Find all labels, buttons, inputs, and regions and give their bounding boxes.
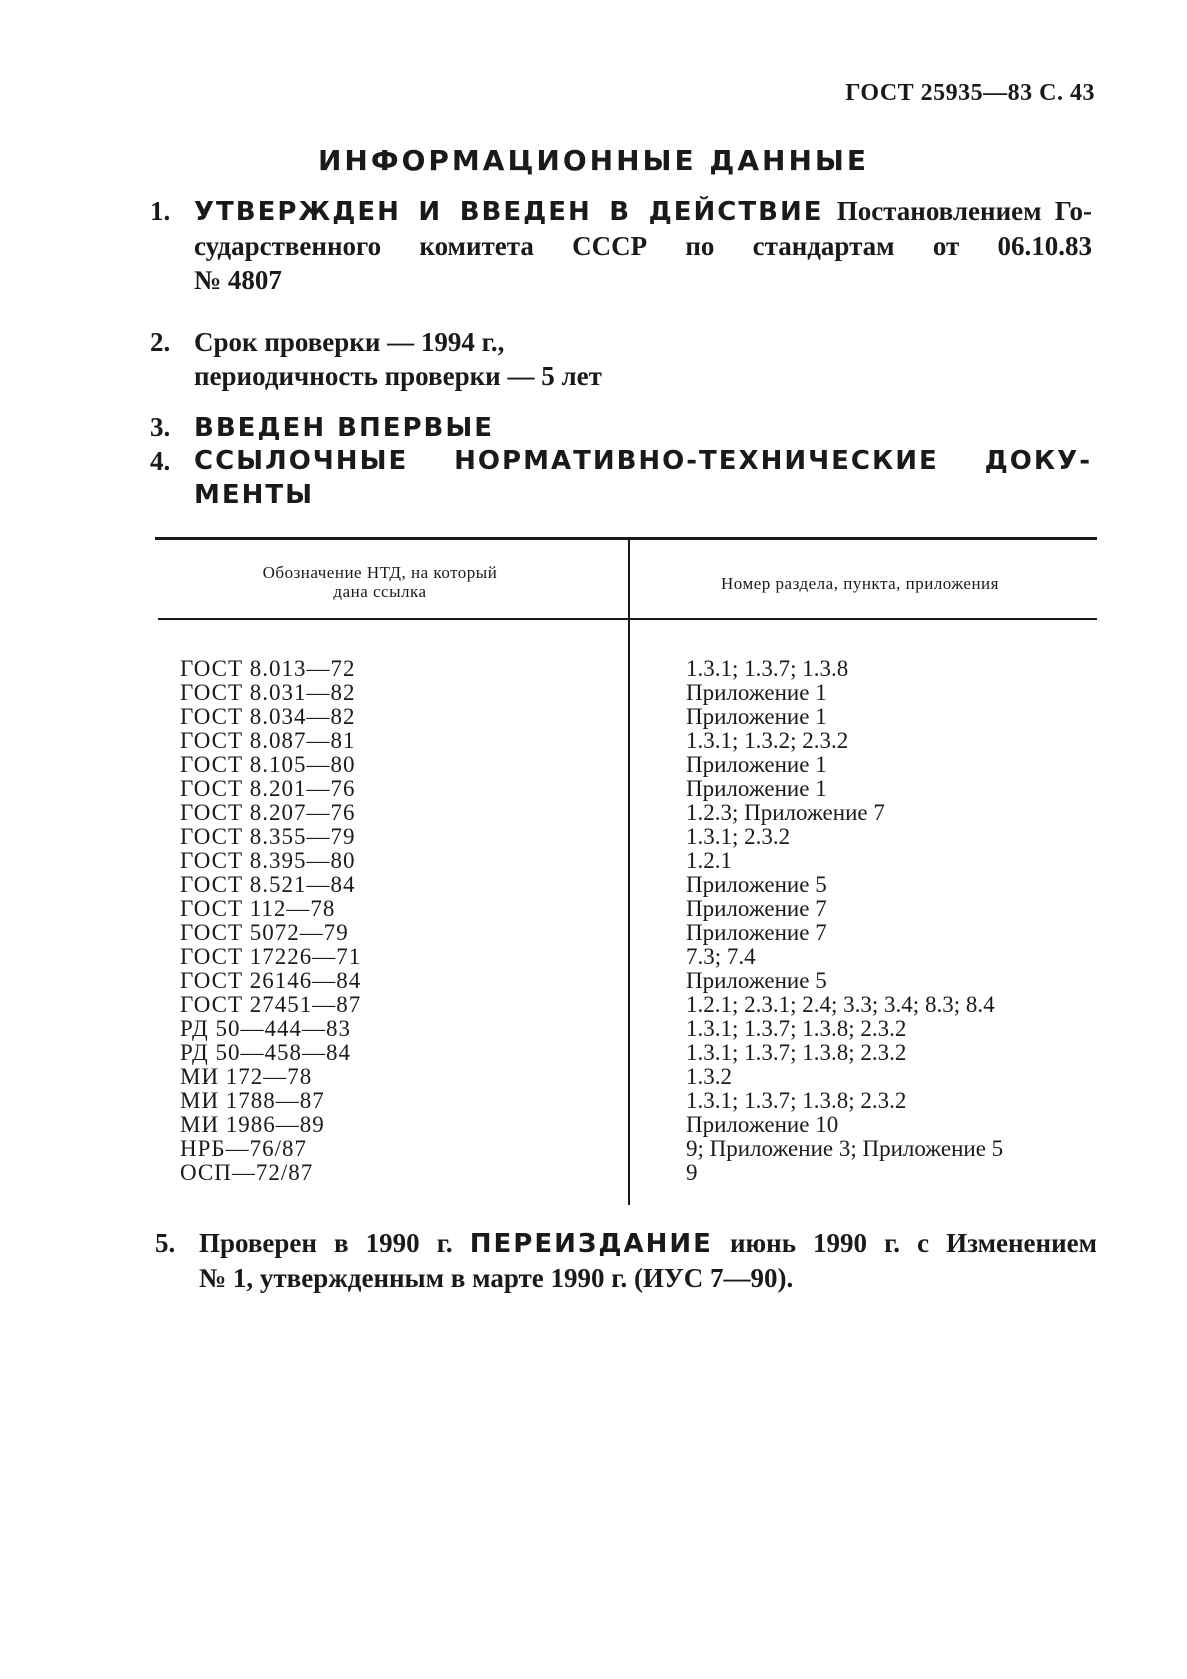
section-reference: Приложение 1 — [686, 752, 827, 777]
section-reference: 9 — [686, 1160, 698, 1185]
table-row — [0, 1041, 1187, 1065]
table-header-ref: Номер раздела, пункта, приложения — [721, 574, 999, 593]
table-row — [0, 753, 1187, 777]
section-reference: 1.3.1; 1.3.7; 1.3.8 — [686, 656, 849, 681]
table-header-doc-line-1: Обозначение НТД, на который — [262, 563, 498, 582]
section-reference: 1.3.2 — [686, 1064, 732, 1089]
section-reference: Приложение 7 — [686, 896, 827, 921]
section-reference: 7.3; 7.4 — [686, 944, 756, 969]
table-row — [0, 1089, 1187, 1113]
ntd-designation: ГОСТ 8.087—81 — [180, 728, 356, 753]
table-row — [0, 825, 1187, 849]
section-reference: 1.2.1 — [686, 848, 732, 873]
ntd-designation: ГОСТ 8.201—76 — [180, 776, 356, 801]
section-reference: Приложение 10 — [686, 1112, 839, 1137]
table-row — [0, 705, 1187, 729]
ntd-designation: ГОСТ 8.355—79 — [180, 824, 356, 849]
item-1 — [150, 194, 1092, 297]
table-header-doc-line-2: дана ссылка — [333, 582, 427, 601]
section-reference: 1.3.1; 1.3.7; 1.3.8; 2.3.2 — [686, 1016, 907, 1041]
item-1-caps: УТВЕРЖДЕН И ВВЕДЕН В ДЕЙСТВИЕ — [194, 197, 824, 227]
item-number: 1. — [150, 196, 171, 226]
item-1-line-3: № 4807 — [194, 265, 282, 295]
section-reference: Приложение 1 — [686, 704, 827, 729]
section-reference: Приложение 1 — [686, 776, 827, 801]
section-reference: 1.2.1; 2.3.1; 2.4; 3.3; 3.4; 8.3; 8.4 — [686, 992, 995, 1017]
section-reference: Приложение 1 — [686, 680, 827, 705]
ntd-designation: ГОСТ 8.034—82 — [180, 704, 356, 729]
page-title: ИНФОРМАЦИОННЫЕ ДАННЫЕ — [317, 144, 870, 177]
table-row — [0, 969, 1187, 993]
table-row — [0, 1161, 1187, 1185]
ntd-designation: ГОСТ 26146—84 — [180, 968, 362, 993]
item-2 — [150, 325, 1092, 393]
ntd-designation: ГОСТ 8.395—80 — [180, 848, 356, 873]
page-header-ref: ГОСТ 25935—83 С. 43 — [845, 80, 1095, 106]
item-number: 4. — [150, 446, 171, 476]
item-number: 5. — [155, 1228, 176, 1258]
item-4 — [150, 444, 1092, 512]
ntd-designation: МИ 1788—87 — [180, 1088, 325, 1113]
reference-list — [0, 657, 1187, 1185]
ntd-designation: МИ 1986—89 — [180, 1112, 325, 1137]
item-number: 3. — [150, 412, 171, 442]
section-reference: 1.3.1; 1.3.2; 2.3.2 — [686, 728, 849, 753]
table-row — [0, 1113, 1187, 1137]
table-row — [0, 1017, 1187, 1041]
table-top-rule — [155, 537, 1097, 540]
table-row — [0, 777, 1187, 801]
item-3 — [150, 410, 1092, 445]
ntd-designation: ГОСТ 112—78 — [180, 896, 336, 921]
table-row — [0, 993, 1187, 1017]
table-row — [0, 921, 1187, 945]
ntd-designation: ГОСТ 8.207—76 — [180, 800, 356, 825]
item-5-line-1 — [199, 1226, 1097, 1261]
ntd-designation: ГОСТ 27451—87 — [180, 992, 362, 1017]
table-row — [0, 729, 1187, 753]
table-row — [0, 1065, 1187, 1089]
item-5-line1-a: Проверен в 1990 г. — [199, 1228, 453, 1258]
table-row — [0, 1137, 1187, 1161]
item-5 — [155, 1226, 1097, 1295]
section-reference: 1.3.1; 1.3.7; 1.3.8; 2.3.2 — [686, 1088, 907, 1113]
section-reference: Приложение 5 — [686, 872, 827, 897]
section-reference: 9; Приложение 3; Приложение 5 — [686, 1136, 1004, 1161]
ntd-designation: ГОСТ 8.521—84 — [180, 872, 356, 897]
table-row — [0, 945, 1187, 969]
ntd-designation: ГОСТ 17226—71 — [180, 944, 362, 969]
item-1-line-1 — [194, 194, 1092, 229]
item-number: 2. — [150, 327, 171, 357]
item-4-line-2: МЕНТЫ — [194, 480, 315, 510]
ntd-designation: РД 50—444—83 — [180, 1016, 352, 1041]
item-1-line1-rest: Постановлением Го- — [836, 196, 1093, 226]
table-header-rule — [158, 618, 1097, 620]
table-row — [0, 873, 1187, 897]
item-3-text: ВВЕДЕН ВПЕРВЫЕ — [194, 413, 495, 443]
ntd-designation: РД 50—458—84 — [180, 1040, 352, 1065]
section-reference: 1.3.1; 1.3.7; 1.3.8; 2.3.2 — [686, 1040, 907, 1065]
section-reference: Приложение 7 — [686, 920, 827, 945]
table-row — [0, 849, 1187, 873]
table-row — [0, 681, 1187, 705]
ntd-designation: НРБ—76/87 — [180, 1136, 307, 1161]
ntd-designation: ГОСТ 5072—79 — [180, 920, 349, 945]
section-reference: Приложение 5 — [686, 968, 827, 993]
ntd-designation: ГОСТ 8.031—82 — [180, 680, 356, 705]
item-5-line1-b: июнь 1990 г. с Изменением — [729, 1228, 1098, 1258]
table-row — [0, 657, 1187, 681]
item-2-line-2: периодичность проверки — 5 лет — [194, 361, 602, 391]
table-row — [0, 897, 1187, 921]
item-1-line-2: сударственного комитета СССР по стандартам от 06.10.83 — [194, 231, 1092, 261]
table-row — [0, 801, 1187, 825]
ntd-designation: ГОСТ 8.105—80 — [180, 752, 356, 777]
ntd-designation: ГОСТ 8.013—72 — [180, 656, 356, 681]
ntd-designation: МИ 172—78 — [180, 1064, 313, 1089]
table-header-doc — [200, 563, 560, 601]
item-2-line-1: Срок проверки — 1994 г., — [194, 327, 505, 357]
ntd-designation: ОСП—72/87 — [180, 1160, 314, 1185]
section-reference: 1.2.3; Приложение 7 — [686, 800, 885, 825]
item-5-line-2: № 1, утвержденным в марте 1990 г. (ИУС 7—90). — [199, 1263, 794, 1293]
section-reference: 1.3.1; 2.3.2 — [686, 824, 791, 849]
item-4-line-1: ССЫЛОЧНЫЕ НОРМАТИВНО-ТЕХНИЧЕСКИЕ ДОКУ- — [194, 446, 1092, 476]
item-5-caps: ПЕРЕИЗДАНИЕ — [469, 1229, 713, 1259]
